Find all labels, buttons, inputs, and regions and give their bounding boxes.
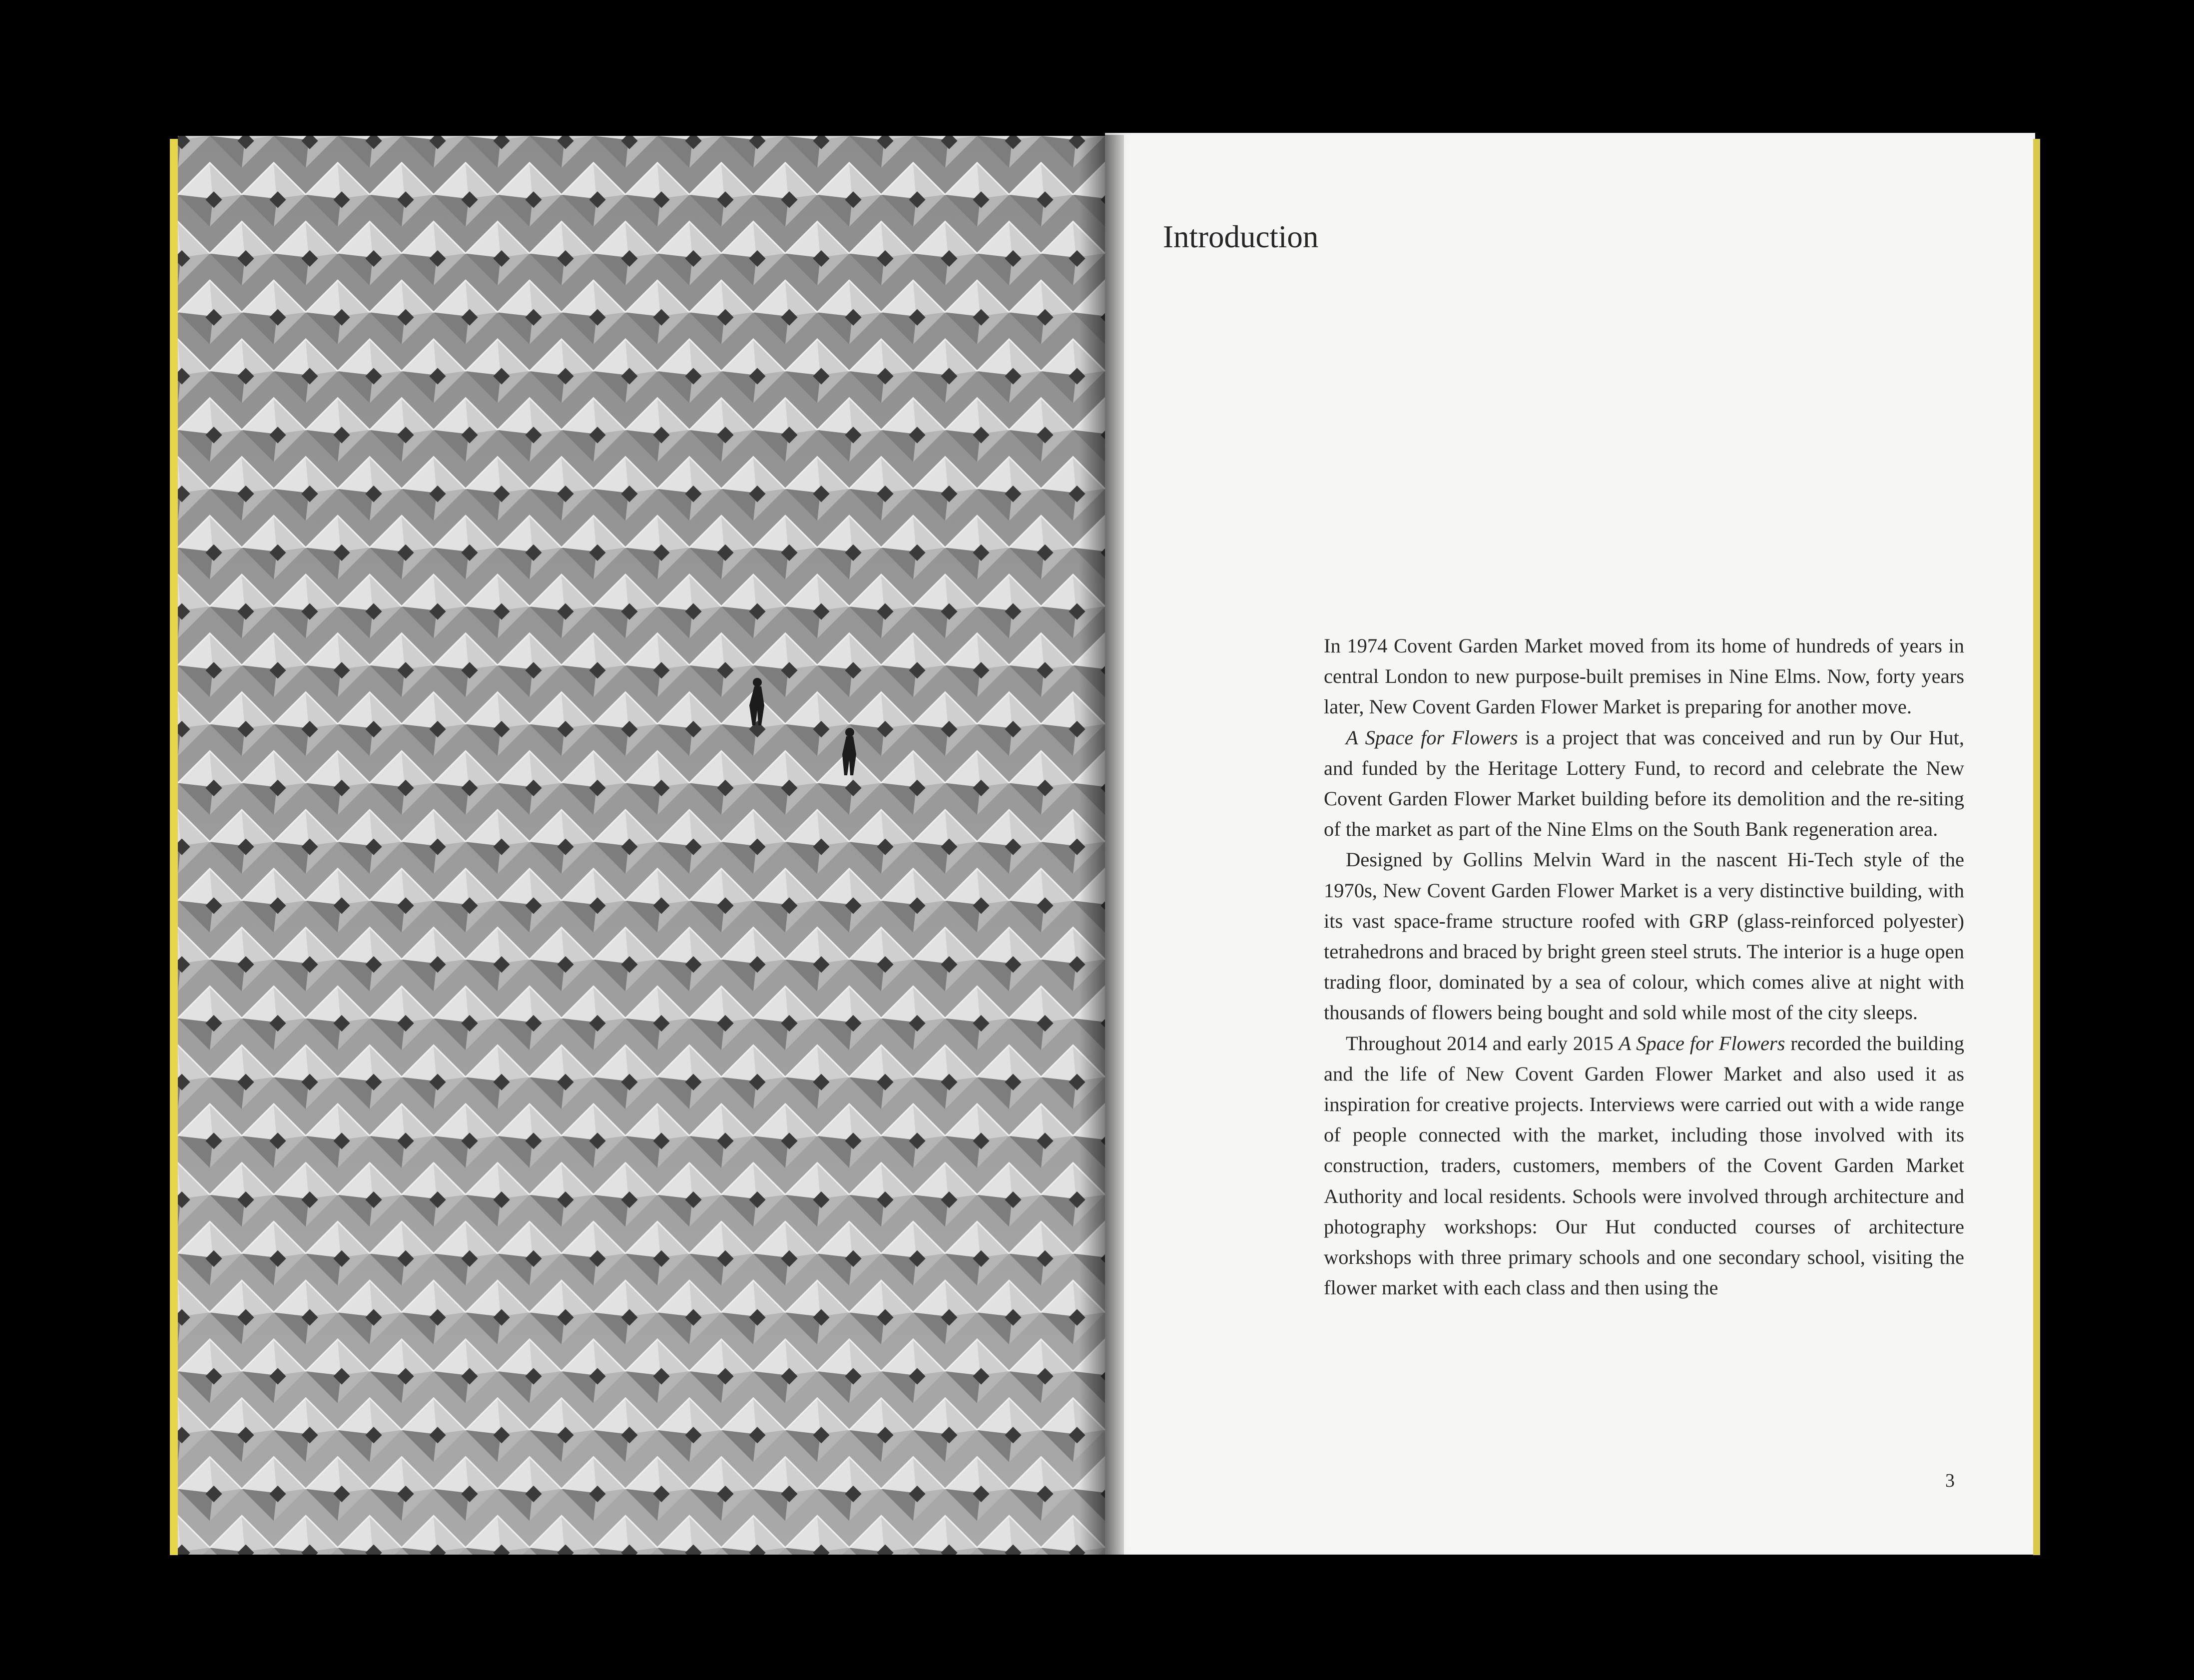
text-run: Throughout 2014 and early 2015 — [1346, 1032, 1619, 1055]
body-text — [1324, 630, 1964, 1303]
fore-edge-right — [2033, 139, 2040, 1555]
text-run: Designed by Gollins Melvin Ward in the nascent Hi-Tech style of the 1970s, New Covent Garden Flower Market is a very distinctive building, with its vast space-frame structure roofed with GRP (glass-reinforced polyester) tetrahedrons and braced by bright green steel struts. The interior is a huge open trading floor, dominated by a sea of colour, which comes alive at night with thousands of flowers being bought and sold while most of the city sleeps. — [1324, 848, 1964, 1024]
page-number: 3 — [1945, 1470, 1955, 1491]
text-run: recorded the building and the life of New Covent Garden Flower Market and also used it as inspiration for creative projects. Interviews were carried out with a wide range of people connected with the market, including those involved with its construction, traders, customers, members of the Covent Garden Market Authority and local residents. Schools were involved through architecture and photography workshops: Our Hut conducted courses of architecture workshops with three primary schools and one secondary school, visiting the flower market with each class and then using the — [1324, 1032, 1964, 1299]
paragraph — [1324, 722, 1964, 845]
paragraph — [1324, 1028, 1964, 1303]
paragraph — [1324, 844, 1964, 1028]
text-run: In 1974 Covent Garden Market moved from its home of hundreds of years in central London to new purpose-built premises in Nine Elms. Now, forty years later, New Covent Garden Flower Market is preparing for another move. — [1324, 634, 1964, 718]
text-run: is a project that was conceived and run by Our Hut, and funded by the Heritage Lottery Fund, to record and celebrate the New Covent Garden Flower Market building before its demolition and the re-siting of the market as part of the Nine Elms on the South Bank regeneration area. — [1324, 726, 1964, 841]
right-page — [1105, 133, 2035, 1555]
paragraph — [1324, 630, 1964, 722]
page-title: Introduction — [1163, 219, 1319, 254]
italic-title-run: A Space for Flowers — [1346, 726, 1518, 749]
space-frame-roof-photo — [178, 136, 1105, 1555]
fore-edge-left — [170, 139, 178, 1555]
italic-title-run: A Space for Flowers — [1619, 1032, 1785, 1055]
left-page-photo — [178, 136, 1105, 1555]
